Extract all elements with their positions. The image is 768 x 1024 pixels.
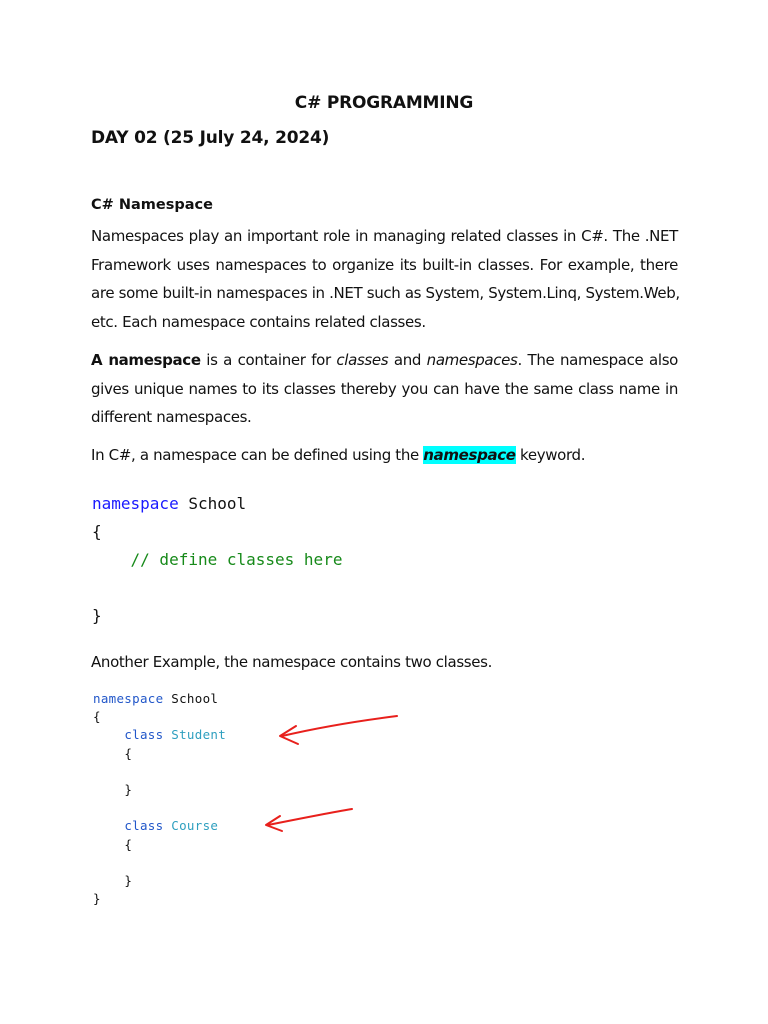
paragraph-example: Another Example, the namespace contains two classes. [91, 653, 493, 671]
code-brace: } [124, 873, 133, 889]
code-type-student: Student [171, 727, 227, 743]
paragraph-keyword [91, 446, 585, 464]
paragraph-line: etc. Each namespace contains related classes. [91, 313, 426, 332]
text-run: is a container for [200, 351, 337, 369]
paragraph-line: gives unique names to its classes thereby you can have the same class name in [91, 379, 678, 398]
text-run: and [388, 351, 427, 369]
arrow-to-student-icon [270, 710, 410, 750]
code-line: { [92, 522, 102, 541]
paragraph-line: different namespaces. [91, 408, 252, 427]
code-line: } [93, 891, 101, 907]
code-identifier: School [178, 494, 247, 513]
day-heading: DAY 02 (25 July 24, 2024) [91, 128, 330, 148]
code-line-blank [93, 763, 226, 781]
code-line-blank [93, 854, 226, 872]
code-comment: // define classes here [92, 550, 343, 569]
code-sample-2 [93, 690, 226, 908]
arrow-to-course-icon [258, 803, 358, 837]
italic-term: namespaces [426, 351, 518, 369]
italic-term: classes [336, 351, 389, 369]
paragraph-definition [91, 346, 678, 432]
code-line: { [93, 709, 101, 725]
code-type-course: Course [171, 818, 219, 834]
code-keyword: namespace [92, 494, 179, 513]
text-run: keyword. [515, 446, 586, 464]
code-line [93, 690, 226, 708]
text-run: In C#, a namespace can be defined using the [91, 446, 424, 464]
text-run: . The namespace also [517, 351, 678, 369]
paragraph-line: Framework uses namespaces to organize its built-in classes. For example, there [91, 255, 678, 274]
code-keyword: class [124, 727, 164, 743]
bold-term: A namespace [91, 351, 201, 369]
code-brace: { [124, 836, 133, 852]
code-line [92, 490, 342, 518]
paragraph-line: Namespaces play an important role in managing related classes in C#. The .NET [91, 227, 678, 245]
code-line [93, 872, 226, 890]
code-identifier: School [163, 691, 219, 706]
paragraph-line [91, 346, 678, 375]
paragraph-line: are some built-in namespaces in .NET such as System, System.Linq, System.Web, [91, 284, 680, 303]
code-line: } [92, 606, 102, 625]
page-title: C# PROGRAMMING [294, 93, 474, 113]
code-line [93, 781, 226, 799]
code-line [93, 745, 226, 763]
code-keyword: class [124, 818, 164, 834]
section-heading: C# Namespace [91, 197, 213, 213]
code-line [93, 726, 226, 744]
code-sample-1 [92, 490, 342, 630]
code-brace: } [124, 782, 133, 798]
code-keyword: namespace [93, 691, 164, 706]
code-line [93, 817, 226, 835]
code-line-blank [92, 574, 342, 602]
highlighted-keyword: namespace [423, 446, 516, 464]
paragraph-intro [91, 222, 678, 337]
code-line-blank [93, 799, 226, 817]
code-line [93, 836, 226, 854]
code-brace: { [124, 745, 133, 761]
